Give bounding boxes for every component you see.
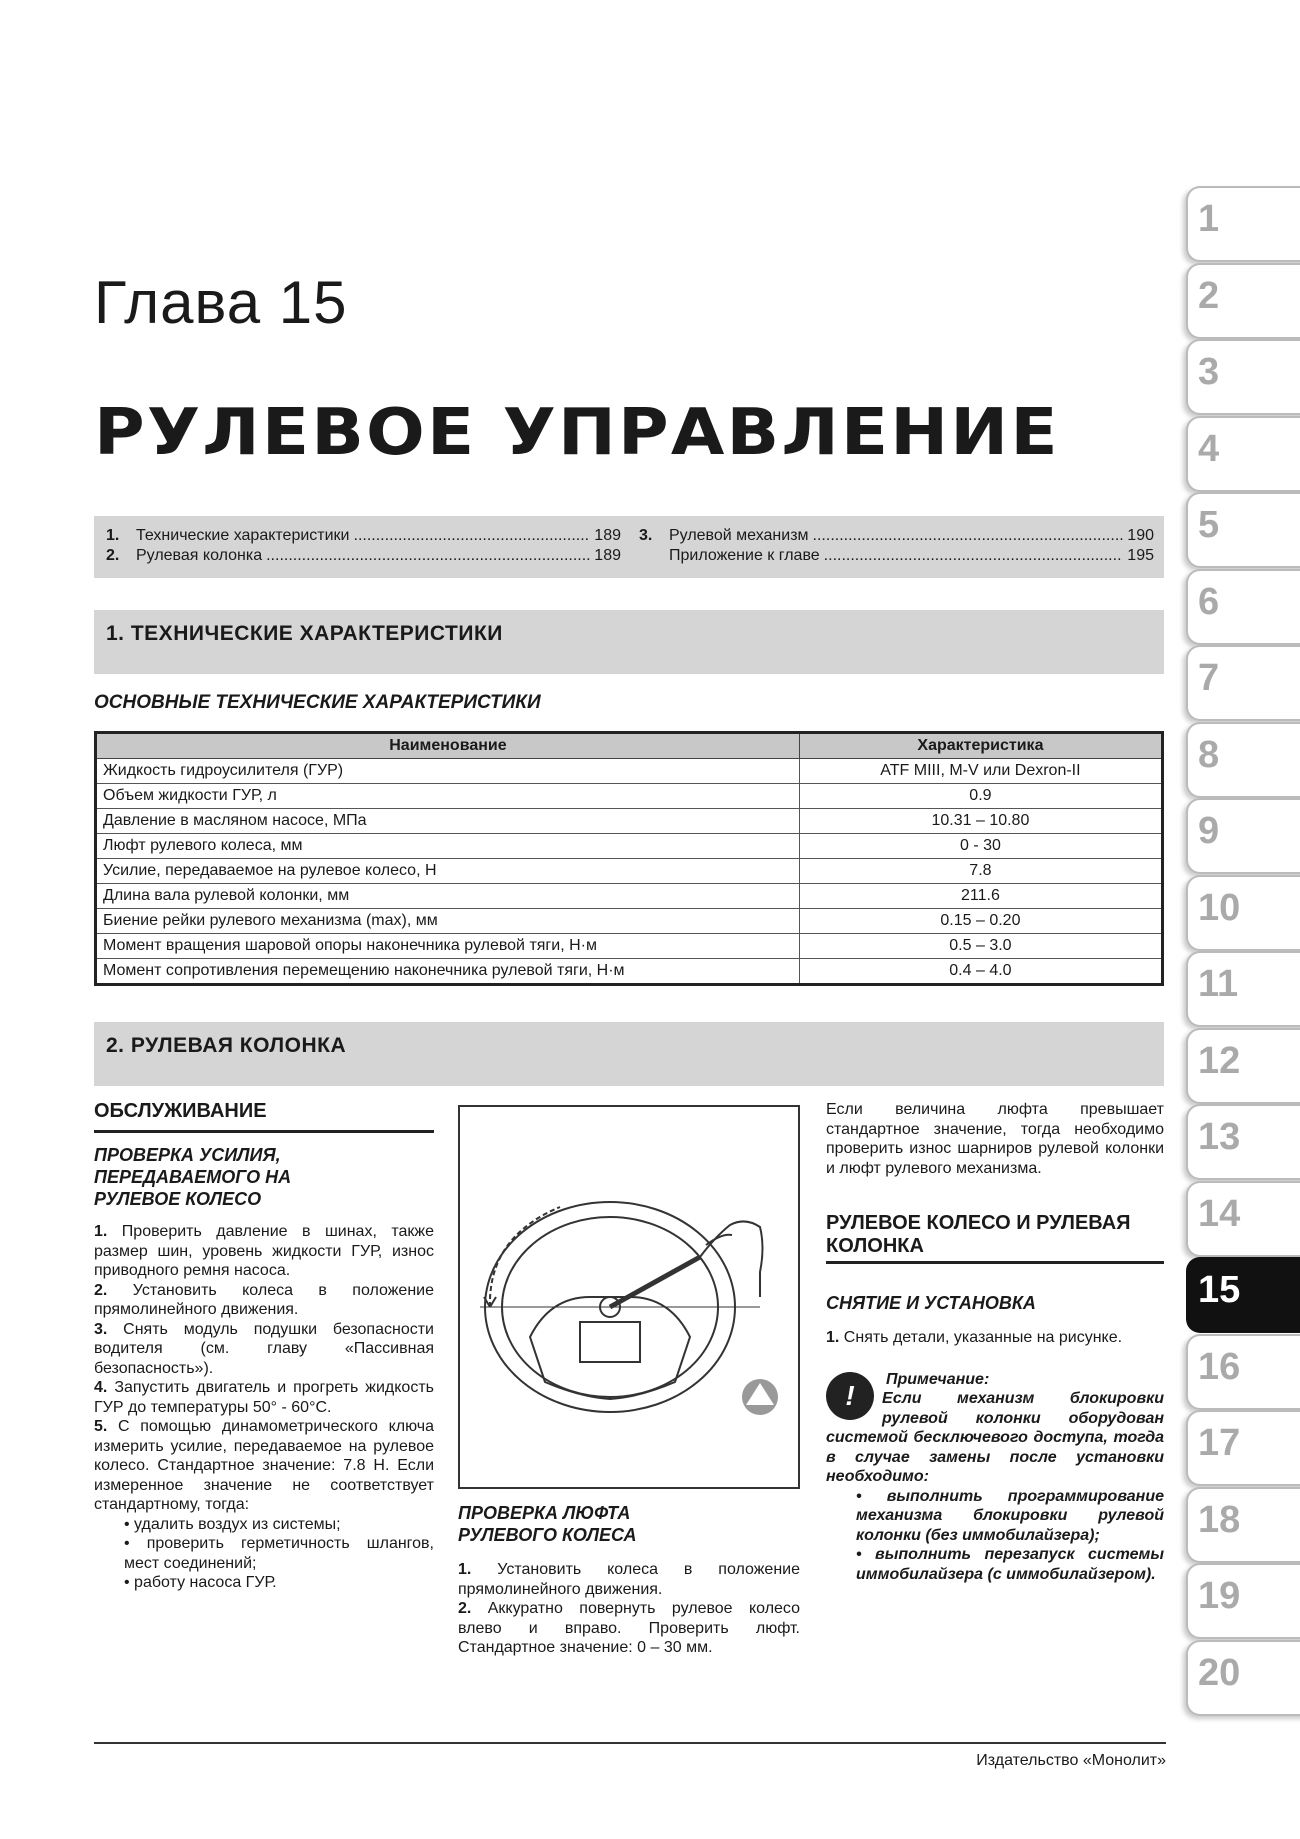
chapter-tab-17[interactable]: [1186, 1410, 1300, 1486]
chapter-tab-13[interactable]: [1186, 1104, 1300, 1180]
chapter-tab-5[interactable]: [1186, 492, 1300, 568]
table-row: [96, 934, 1163, 959]
table-row: [96, 959, 1163, 985]
bullet-item: • удалить воздух из системы;: [124, 1515, 341, 1533]
note-bullet: • выполнить программирование механизма блокировки рулевой колонки (без иммобилайзера);: [856, 1487, 1164, 1544]
chapter-tab-6[interactable]: [1186, 569, 1300, 645]
chapter-tab-15[interactable]: [1186, 1257, 1300, 1333]
param-name: Усилие, передаваемое на рулевое колесо, Н: [96, 859, 800, 884]
chapter-tab-label: 1: [1198, 198, 1220, 240]
chapter-tab-18[interactable]: [1186, 1487, 1300, 1563]
chapter-tab-label: 13: [1198, 1116, 1241, 1158]
table-row: [96, 909, 1163, 934]
removal-heading: СНЯТИЕ И УСТАНОВКА: [826, 1293, 1036, 1313]
chapter-tab-label: 12: [1198, 1039, 1241, 1082]
chapter-tab-label: 20: [1198, 1651, 1241, 1694]
publisher-footer: Издательство «Монолит»: [976, 1752, 1166, 1769]
param-name: Момент сопротивления перемещению наконечника рулевой тяги, Н·м: [96, 959, 800, 985]
chapter-tab-4[interactable]: [1186, 416, 1300, 492]
heading-underline: [94, 1130, 434, 1133]
chapter-tab-14[interactable]: [1186, 1181, 1300, 1257]
chapter-tab-label: 16: [1198, 1345, 1241, 1388]
chapter-tab-label: 17: [1198, 1422, 1241, 1464]
param-name: Момент вращения шаровой опоры наконечника рулевой тяги, Н·м: [96, 934, 800, 959]
note-warning-icon: !: [826, 1372, 874, 1420]
force-check-heading: ПРОВЕРКА УСИЛИЯ, ПЕРЕДАВАЕМОГО НА РУЛЕВОЕ КОЛЕСО: [94, 1145, 292, 1209]
section-title: 1. ТЕХНИЧЕСКИЕ ХАРАКТЕРИСТИКИ: [106, 622, 503, 645]
play-check-heading: ПРОВЕРКА ЛЮФТА РУЛЕВОГО КОЛЕСА: [458, 1503, 637, 1545]
step-item: 2. Установить колеса в положение прямолинейного движения.: [94, 1281, 434, 1318]
chapter-tab-2[interactable]: [1186, 263, 1300, 339]
chapter-tab-16[interactable]: [1186, 1334, 1300, 1410]
table-row: [96, 834, 1163, 859]
step-item: 1. Установить колеса в положение прямолинейного движения.: [458, 1561, 800, 1598]
force-check-steps: [94, 1222, 434, 1593]
param-value: 211.6: [799, 884, 1162, 909]
param-value: 0.4 – 4.0: [799, 959, 1162, 985]
column-play-check: [458, 1502, 800, 1658]
chapter-tab-19[interactable]: [1186, 1563, 1300, 1639]
toc-item[interactable]: 1. Технические характеристики ..... 189: [106, 526, 621, 546]
table-row: [96, 859, 1163, 884]
chapter-tab-8[interactable]: [1186, 722, 1300, 798]
chapter-label: Глава 15: [94, 269, 348, 336]
publisher-logo-icon: [742, 1379, 778, 1415]
chapter-tab-label: 9: [1198, 810, 1220, 852]
step-item: 5. С помощью динамометрического ключа измерить усилие, передаваемое на рулевое колесо. Стандартное значение: 7.8 Н. Если измеренное значение не соответствует стандартному, тогда:: [94, 1418, 434, 1513]
param-value: 7.8: [799, 859, 1162, 884]
param-name: Люфт рулевого колеса, мм: [96, 834, 800, 859]
chapter-tab-label: 11: [1198, 963, 1239, 1005]
note-label: Примечание:: [886, 1370, 990, 1388]
chapter-tab-label: 6: [1198, 580, 1220, 623]
chapter-tab-7[interactable]: [1186, 645, 1300, 721]
chapter-tab-label: 4: [1198, 427, 1220, 470]
section-header: [94, 610, 1164, 674]
step-item: 1. Проверить давление в шинах, также размер шин, уровень жидкости ГУР, износ приводного ремня насоса.: [94, 1223, 434, 1279]
step-item: 4. Запустить двигатель и прогреть жидкость ГУР до температуры 50° - 60°С.: [94, 1379, 434, 1416]
param-value: 0.9: [799, 784, 1162, 809]
chapter-tab-label: 2: [1198, 274, 1220, 317]
chapter-tab-12[interactable]: [1186, 1028, 1300, 1104]
column-removal: [826, 1100, 1164, 1584]
bullet-item: • работу насоса ГУР.: [124, 1574, 277, 1591]
param-name: Жидкость гидроусилителя (ГУР): [96, 759, 800, 784]
bullet-item: • проверить герметичность шлангов, мест соединений;: [124, 1535, 435, 1572]
chapter-tab-label: 8: [1198, 733, 1220, 776]
toc-item[interactable]: Приложение к главе ..... 195: [639, 546, 1154, 566]
step-item: 2. Аккуратно повернуть рулевое колесо влево и вправо. Проверить люфт. Стандартное значение: 0 – 30 мм.: [458, 1600, 800, 1656]
note-block: [826, 1370, 1164, 1585]
maintenance-heading: ОБСЛУЖИВАНИЕ: [94, 1100, 267, 1122]
step-item: 3. Снять модуль подушки безопасности водителя (см. главу «Пассивная безопасность»).: [94, 1320, 434, 1377]
removal-step: 1. Снять детали, указанные на рисунке.: [826, 1329, 1123, 1346]
chapter-tab-label: 7: [1198, 657, 1220, 699]
param-name: Давление в масляном насосе, МПа: [96, 809, 800, 834]
param-name: Объем жидкости ГУР, л: [96, 784, 800, 809]
steering-wheel-figure: [458, 1105, 800, 1489]
footer-rule: [94, 1742, 1166, 1744]
param-name: Длина вала рулевой колонки, мм: [96, 884, 800, 909]
toc-item[interactable]: 2. Рулевая колонка ..... 189: [106, 546, 621, 566]
table-row: [96, 759, 1163, 784]
param-value: 0 - 30: [799, 834, 1162, 859]
play-intro-text: Если величина люфта превышает стандартное значение, тогда необходимо проверить износ шарниров рулевой колонки и люфт рулевого механизма.: [826, 1101, 1164, 1177]
table-row: [96, 784, 1163, 809]
section-header: [94, 1022, 1164, 1086]
note-text: Если механизм блокировки рулевой колонки оборудован системой бесключевого доступа, тогда в случае замены после установки необходимо:: [826, 1390, 1164, 1485]
toc-item[interactable]: 3. Рулевой механизм ..... 190: [639, 526, 1154, 546]
table-row: [96, 809, 1163, 834]
column-header: Характеристика: [799, 733, 1162, 759]
spec-table: [94, 731, 1164, 986]
wheel-column-heading: РУЛЕВОЕ КОЛЕСО И РУЛЕВАЯ КОЛОНКА: [826, 1212, 1164, 1264]
column-maintenance: [94, 1100, 434, 1593]
spec-heading: ОСНОВНЫЕ ТЕХНИЧЕСКИЕ ХАРАКТЕРИСТИКИ: [94, 692, 541, 713]
chapter-tab-label: 14: [1198, 1192, 1241, 1235]
chapter-tab-9[interactable]: [1186, 798, 1300, 874]
steering-wheel-illustration: [460, 1107, 798, 1487]
chapter-tab-3[interactable]: [1186, 339, 1300, 415]
chapter-title: РУЛЕВОЕ УПРАВЛЕНИЕ: [94, 396, 1060, 470]
column-header: Наименование: [96, 733, 800, 759]
chapter-tab-label: 15: [1198, 1269, 1241, 1311]
param-value: ATF MIII, M-V или Dexron-II: [799, 759, 1162, 784]
param-value: 0.15 – 0.20: [799, 909, 1162, 934]
chapter-tab-label: 3: [1198, 351, 1220, 393]
chapter-tab-10[interactable]: [1186, 875, 1300, 951]
chapter-tab-11[interactable]: [1186, 951, 1300, 1027]
play-check-steps: [458, 1560, 800, 1658]
section-title: 2. РУЛЕВАЯ КОЛОНКА: [106, 1034, 347, 1057]
chapter-tab-label: 18: [1198, 1498, 1241, 1541]
param-name: Биение рейки рулевого механизма (max), мм: [96, 909, 800, 934]
chapter-tab-1[interactable]: [1186, 186, 1300, 262]
param-value: 10.31 – 10.80: [799, 809, 1162, 834]
chapter-tab-label: 10: [1198, 886, 1241, 929]
table-row: [96, 884, 1163, 909]
table-of-contents: [94, 516, 1164, 578]
note-bullet: • выполнить перезапуск системы иммобилайзера (с иммобилайзером).: [856, 1546, 1164, 1583]
table-header-row: [96, 733, 1163, 759]
chapter-tab-label: 5: [1198, 504, 1220, 546]
chapter-tab-label: 19: [1198, 1575, 1241, 1617]
param-value: 0.5 – 3.0: [799, 934, 1162, 959]
chapter-tab-20[interactable]: [1186, 1640, 1300, 1716]
